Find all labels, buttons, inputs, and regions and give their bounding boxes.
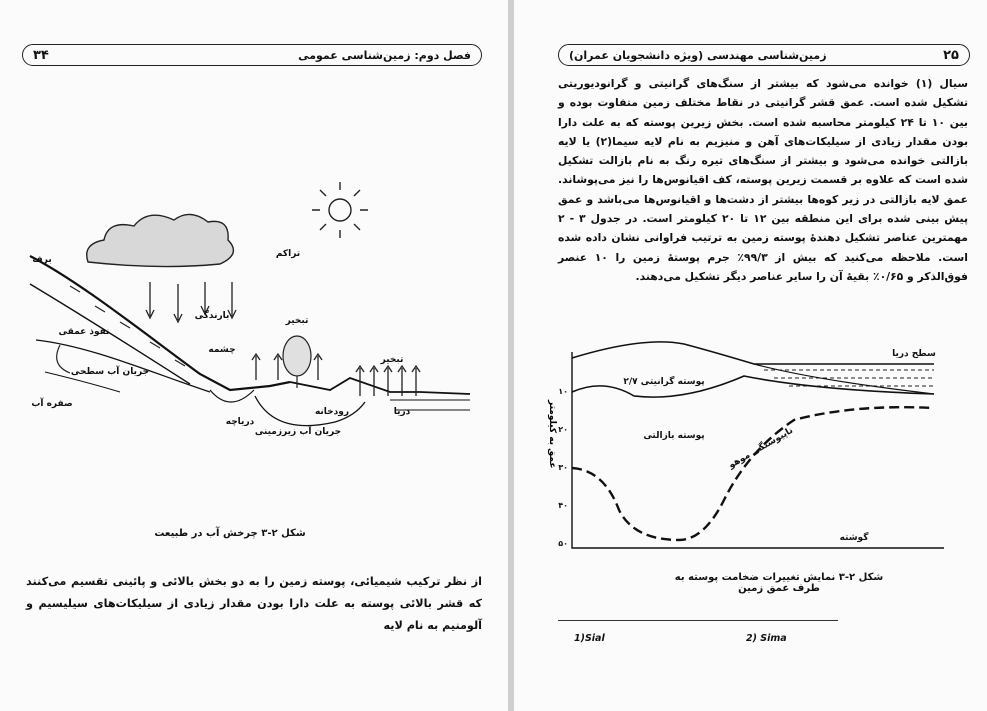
label-groundwater-flow: جریان آب زیرزمینی	[254, 427, 342, 437]
page-number: ۳۴	[33, 47, 49, 63]
label-precipitation: بارندگی	[194, 311, 230, 321]
figure-caption: شکل ۲-۳ نمایش تغییرات ضخامت پوسته به طرف عمق زمین	[674, 572, 884, 594]
label-evaporation-land: تبخیر	[285, 316, 309, 326]
moho-line	[572, 407, 934, 540]
crust-thickness-figure	[514, 0, 987, 711]
figure-caption: شکل ۲-۳ چرخش آب در طبیعت	[154, 528, 306, 539]
label-bedrock: صفره آب	[31, 399, 73, 409]
y-tick: ۴۰	[558, 501, 568, 510]
header-title: زمین‌شناسی مهندسی (ویژه دانشجویان عمران)	[569, 48, 827, 62]
label-sea: دریا	[393, 407, 411, 417]
label-river: رودخانه	[314, 407, 350, 417]
y-tick: ۱۰	[558, 387, 568, 396]
y-tick: ۵۰	[558, 539, 568, 548]
label-cumulus: تراکم	[275, 249, 301, 259]
label-spring: چشمه	[208, 345, 236, 355]
tree-icon	[283, 336, 311, 388]
cloud-shape	[87, 214, 234, 266]
right-page	[514, 0, 987, 711]
page-number: ۲۵	[943, 47, 959, 63]
label-evaporation-sea: تبخیر	[380, 355, 404, 365]
y-tick: ۳۰	[558, 463, 568, 472]
header-title: فصل دوم: زمین‌شناسی عمومی	[298, 48, 471, 62]
y-axis-label: عمق به کیلومتر	[547, 400, 557, 469]
label-mantle: گوشته	[839, 533, 869, 543]
body-text: سیال (۱) خوانده می‌شود که بیشتر از سنگ‌های گرانیتی و گرانودیوریتی تشکیل شده است. عمق قشر گرانیتی در نقاط مختلف زمین متفاوت بوده و بین ۱۰ تا ۲۴ کیلومتر محاسبه شده است. بخش زیرین پوسته که به علت دارا بودن مقدار زیادی از سیلیکات‌های آهن و منیزیم به نام لایه سیما(۲) یا لایه بازالتی خوانده می‌شود و بیشتر از سنگ‌های تیره رنگ به نام بازالت تشکیل شده است که علاوه بر قسمت زیرین پوسته، کف اقیانوس‌ها را نیز می‌پوشاند. عمق لایه بازالتی در زیر کوه‌ها بیشتر از دشت‌ها و اقیانوس‌ها می‌باشد و عمق پیش بینی شده برای این منطقه بین ۱۲ تا ۲۰ کیلومتر است. در جدول ۳ - ۲ مهمترین عناصر تشکیل دهندهٔ پوسته زمین به ترتیب فراوانی نشان داده شده است. ملاحظه می‌کنید که بیش از ۹۹/۳٪ جرم پوستهٔ زمین را ۱۰ عنصر فوق‌الذکر و ۰/۶۵٪ بقیهٔ آن را سایر عناصر دیگر تشکیل می‌دهند.	[558, 77, 969, 283]
footnote-2: 2) Sima	[746, 633, 787, 644]
footnote-divider	[558, 620, 838, 621]
label-granite-layer: پوسته گرانیتی ۲/۷	[623, 377, 705, 387]
body-text: از نظر ترکیب شیمیائی، پوسته زمین را به دو بخش بالائی و پائینی تقسیم می‌کنند که قشر بالائی پوسته به علت دارا بودن مقدار زیادی از سیلیکات‌های سیلیسیم و آلومنیم به نام لایه	[26, 575, 482, 632]
label-moho: ناپیوستگی موهو	[727, 425, 795, 471]
label-snow: برف	[32, 255, 52, 265]
y-tick: ۲۰	[558, 425, 568, 434]
footnote-1: 1)Sial	[574, 633, 605, 644]
sun-icon	[312, 182, 368, 238]
water-cycle-figure	[0, 0, 508, 520]
label-infiltration: نفوذ عمقی	[58, 327, 110, 337]
label-lake: دریاچه	[225, 417, 255, 427]
label-sea-level: سطح دریا	[892, 349, 936, 359]
label-basalt-layer: پوسته بازالتی	[643, 431, 705, 441]
label-surface-runoff: جریان آب سطحی	[70, 367, 150, 377]
